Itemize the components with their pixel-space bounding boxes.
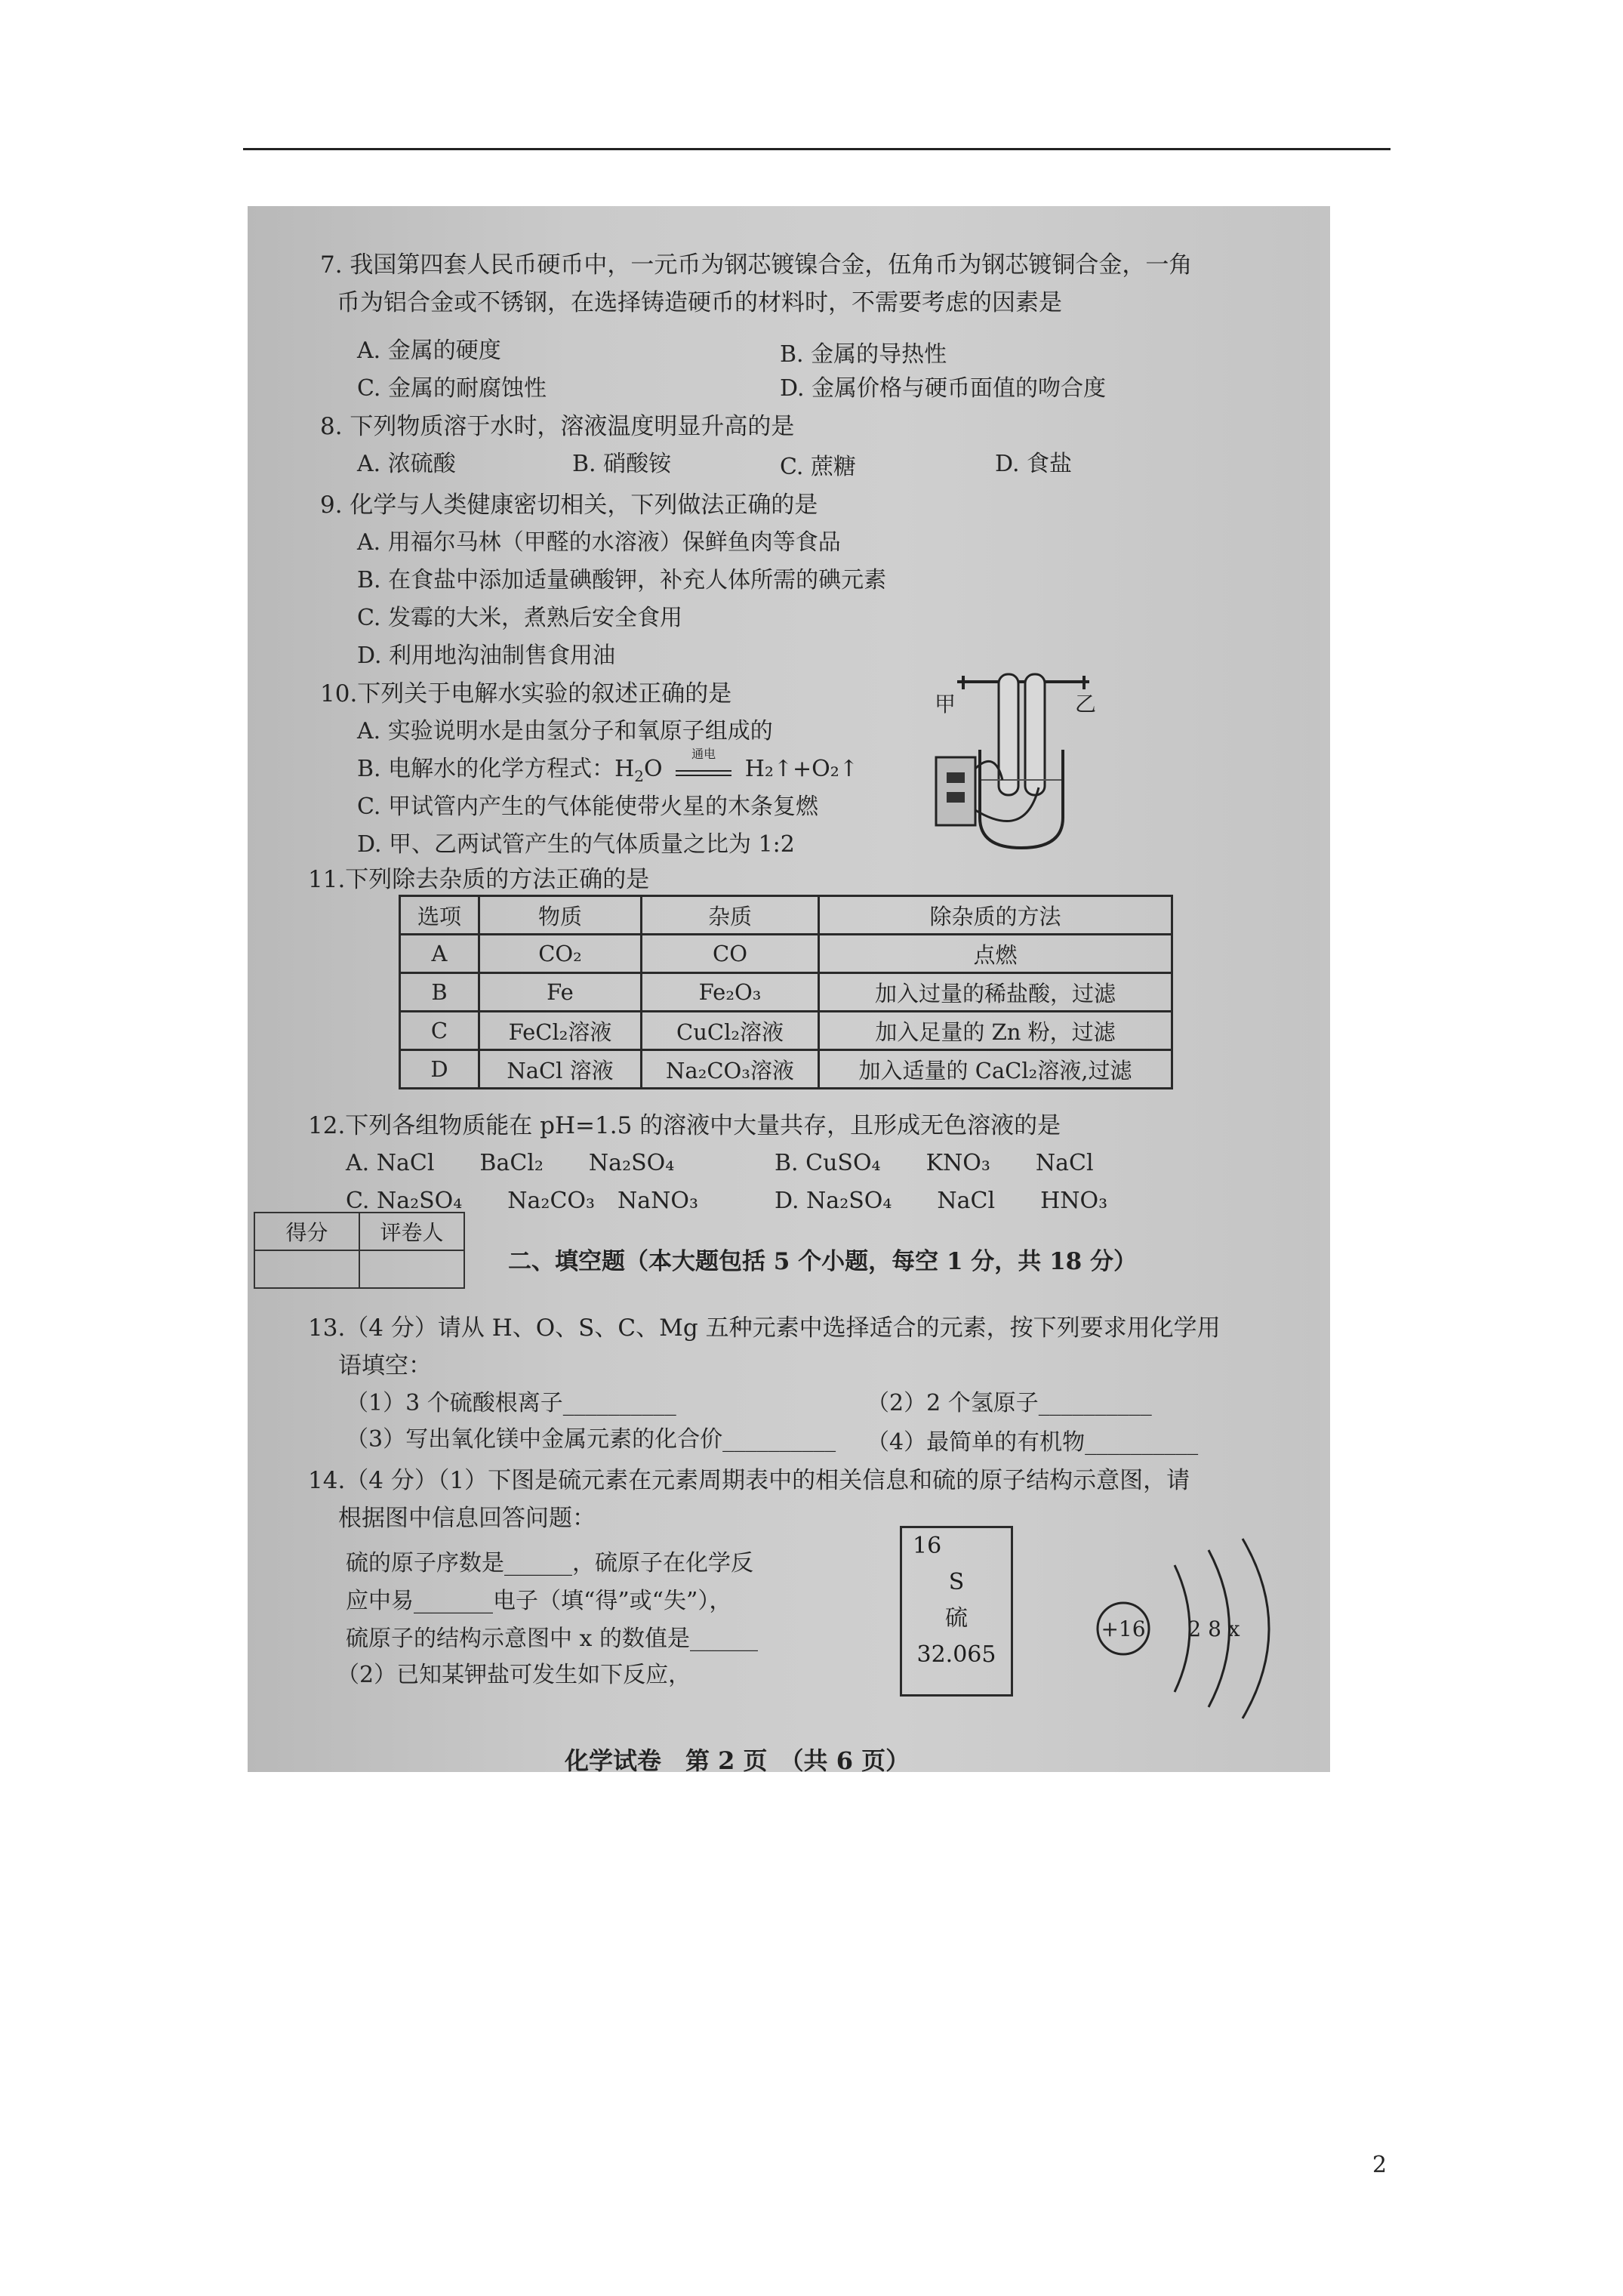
q14-line4: 应中易_______电子（填“得”或“失”），: [346, 1588, 732, 1614]
q12-option-b: B. CuSO₄ KNO₃ NaCl: [775, 1150, 1094, 1176]
q12-option-a: A. NaCl BaCl₂ Na₂SO₄: [346, 1150, 675, 1176]
q8-option-b: B. 硝酸铵: [572, 451, 672, 477]
table-row: [400, 1050, 1172, 1089]
table-header: 物质: [479, 896, 642, 935]
q7-option-b: B. 金属的导热性: [780, 341, 947, 368]
q9-option-d: D. 利用地沟油制售食用油: [357, 643, 616, 669]
atomic-mass: 32.065: [916, 1641, 996, 1668]
table-cell: 点燃: [819, 935, 1172, 973]
tube-label-jia: 甲: [935, 692, 956, 717]
q10-option-d: D. 甲、乙两试管产生的气体质量之比为 1:2: [357, 831, 795, 858]
q8-stem: 8. 下列物质溶于水时，溶液温度明显升高的是: [320, 413, 795, 440]
q8-option-d: D. 食盐: [995, 451, 1073, 477]
page-number: 2: [1372, 2152, 1387, 2178]
q9-option-c: C. 发霉的大米，煮熟后安全食用: [357, 605, 682, 631]
grader-label: 评卷人: [359, 1213, 464, 1250]
table-row: [400, 973, 1172, 1012]
q10-option-a: A. 实验说明水是由氢分子和氧原子组成的: [357, 718, 773, 744]
table-cell: 加入足量的 Zn 粉，过滤: [819, 1012, 1172, 1050]
q14-line1: 14.（4 分）（1）下图是硫元素在元素周期表中的相关信息和硫的原子结构示意图，请: [308, 1467, 1190, 1494]
table-header: 选项: [400, 896, 479, 935]
q13-part3: （3）写出氧化镁中金属元素的化合价__________: [346, 1426, 836, 1453]
table-row: [400, 935, 1172, 973]
q7-option-d: D. 金属价格与硬币面值的吻合度: [780, 375, 1107, 402]
table-cell: CO: [642, 935, 819, 973]
table-cell: FeCl₂溶液: [479, 1012, 642, 1050]
q13-part1: （1）3 个硫酸根离子__________: [346, 1390, 676, 1416]
q10-equation-arrow: 通电: [676, 758, 731, 776]
element-symbol: S: [948, 1569, 965, 1595]
electron-shells: 2 8 x: [1187, 1616, 1240, 1641]
q7-line1: 7. 我国第四套人民币硬币中，一元币为钢芯镀镍合金，伍角币为钢芯镀铜合金，一角: [320, 251, 1193, 279]
q13-line2: 语填空：: [338, 1352, 432, 1379]
q12-option-d: D. Na₂SO₄ NaCl HNO₃: [775, 1188, 1108, 1214]
q7-option-a: A. 金属的硬度: [357, 337, 501, 364]
q14-line6: （2）已知某钾盐可发生如下反应，: [337, 1662, 691, 1688]
tube-label-yi: 乙: [1075, 692, 1097, 717]
grader-blank: [359, 1250, 464, 1288]
table-cell: C: [400, 1012, 479, 1050]
atomic-number: 16: [913, 1533, 942, 1559]
nucleus-charge: +16: [1101, 1616, 1146, 1641]
q12-stem: 12.下列各组物质能在 pH=1.5 的溶液中大量共存，且形成无色溶液的是: [308, 1112, 1061, 1139]
q14-line3: 硫的原子序数是______，硫原子在化学反: [346, 1550, 753, 1576]
q14-line5: 硫原子的结构示意图中 x 的数值是______: [346, 1626, 758, 1652]
table-cell: 加入过量的稀盐酸，过滤: [819, 973, 1172, 1012]
q8-option-c: C. 蔗糖: [780, 454, 856, 480]
table-cell: A: [400, 935, 479, 973]
table-cell: Fe: [479, 973, 642, 1012]
q10-option-b: B. 电解水的化学方程式：$H_2O$ 通电 H₂↑+O₂↑: [357, 747, 858, 785]
q13-line1: 13.（4 分）请从 H、O、S、C、Mg 五种元素中选择适合的元素，按下列要求用化学用: [308, 1314, 1221, 1342]
q12-option-c: C. Na₂SO₄ Na₂CO₃ NaNO₃: [346, 1188, 699, 1214]
sulfur-atom-structure-diagram: [1084, 1535, 1326, 1724]
table-cell: CO₂: [479, 935, 642, 973]
table-header: 杂质: [642, 896, 819, 935]
exam-photo: [248, 206, 1330, 1772]
periodic-table-cell: [900, 1526, 1013, 1697]
table-row: [400, 1012, 1172, 1050]
table-cell: B: [400, 973, 479, 1012]
q14-line2: 根据图中信息回答问题：: [338, 1505, 596, 1532]
table-header: 除杂质的方法: [819, 896, 1172, 935]
electrolysis-apparatus-diagram: [927, 667, 1153, 863]
q7-line2: 币为铝合金或不锈钢，在选择铸造硬币的材料时，不需要考虑的因素是: [337, 289, 1062, 316]
q10-stem: 10.下列关于电解水实验的叙述正确的是: [320, 680, 732, 707]
table-header-row: [400, 896, 1172, 935]
q9-option-a: A. 用福尔马林（甲醛的水溶液）保鲜鱼肉等食品: [357, 529, 841, 556]
q7-option-c: C. 金属的耐腐蚀性: [357, 375, 547, 402]
header-rule: [243, 148, 1390, 150]
page-footer: 化学试卷 第 2 页 （共 6 页）: [565, 1746, 910, 1772]
section2-title: 二、填空题（本大题包括 5 个小题，每空 1 分，共 18 分）: [508, 1248, 1138, 1275]
table-cell: Na₂CO₃溶液: [642, 1050, 819, 1089]
q8-option-a: A. 浓硫酸: [357, 451, 456, 477]
q10-option-c: C. 甲试管内产生的气体能使带火星的木条复燃: [357, 794, 818, 820]
table-cell: NaCl 溶液: [479, 1050, 642, 1089]
q9-stem: 9. 化学与人类健康密切相关，下列做法正确的是: [320, 492, 818, 519]
table-cell: Fe₂O₃: [642, 973, 819, 1012]
impurity-table: [399, 895, 1173, 1089]
score-label: 得分: [254, 1213, 359, 1250]
q13-part4: （4）最简单的有机物__________: [867, 1429, 1199, 1456]
table-cell: 加入适量的 CaCl₂溶液,过滤: [819, 1050, 1172, 1089]
score-blank: [254, 1250, 359, 1288]
q13-part2: （2）2 个氢原子__________: [867, 1390, 1152, 1416]
score-box: [254, 1212, 465, 1289]
table-cell: D: [400, 1050, 479, 1089]
q11-stem: 11.下列除去杂质的方法正确的是: [308, 866, 650, 893]
q9-option-b: B. 在食盐中添加适量碘酸钾，补充人体所需的碘元素: [357, 567, 887, 593]
table-cell: CuCl₂溶液: [642, 1012, 819, 1050]
element-name: 硫: [945, 1605, 968, 1632]
